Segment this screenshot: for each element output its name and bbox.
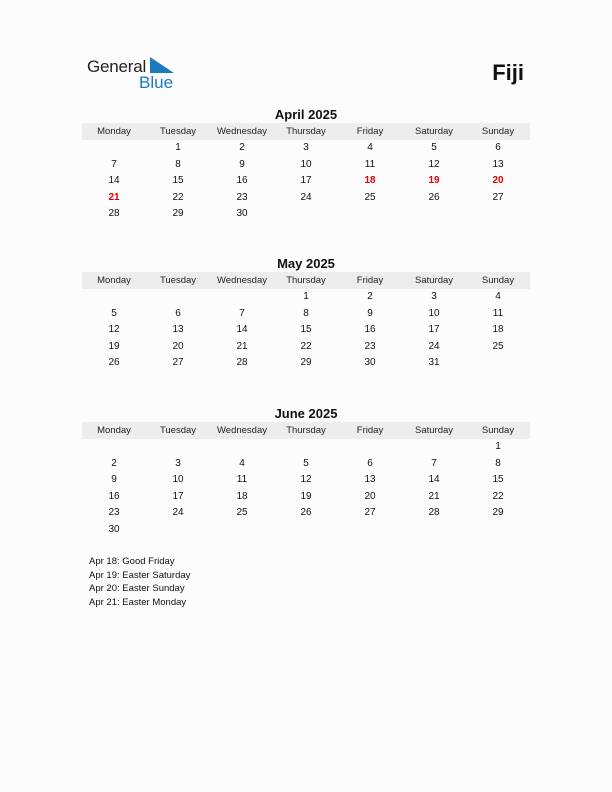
day-cell: 23	[364, 340, 376, 352]
day-cell: 20	[172, 340, 184, 352]
day-cell: 26	[300, 507, 312, 519]
weekday-label: Tuesday	[159, 126, 197, 137]
day-cell: 14	[428, 474, 440, 486]
day-cell	[274, 522, 338, 539]
holiday-note: Apr 20: Easter Sunday	[89, 583, 185, 595]
day-cell: 22	[492, 490, 504, 502]
day-cell	[402, 439, 466, 456]
weekday-header	[82, 422, 530, 439]
day-cell: 25	[492, 340, 504, 352]
holiday-note: Apr 18: Good Friday	[89, 556, 175, 567]
month-grid	[82, 289, 530, 372]
weekday-label: Thursday	[286, 425, 326, 436]
day-cell: 21	[236, 340, 248, 352]
day-cell: 24	[172, 507, 184, 519]
day-cell: 12	[428, 158, 440, 170]
day-cell	[466, 206, 530, 223]
month-grid	[82, 439, 530, 539]
day-cell: 8	[495, 457, 501, 469]
week-row	[82, 339, 530, 356]
day-cell: 26	[428, 191, 440, 203]
weekday-label: Tuesday	[159, 275, 197, 286]
day-cell: 21	[108, 191, 120, 203]
day-cell: 15	[492, 474, 504, 486]
week-row	[82, 522, 530, 539]
weekday-label: Sunday	[481, 275, 515, 286]
day-cell: 19	[108, 340, 120, 352]
day-cell: 10	[172, 474, 184, 486]
month-calendar-june	[82, 405, 530, 539]
day-cell	[210, 439, 274, 456]
day-cell: 5	[111, 307, 117, 319]
day-cell	[338, 522, 402, 539]
day-cell: 9	[239, 158, 245, 170]
month-title: May 2025	[277, 256, 335, 271]
week-row	[82, 173, 530, 190]
day-cell	[82, 289, 146, 306]
day-cell	[146, 289, 210, 306]
day-cell: 31	[428, 357, 440, 369]
weekday-label: Saturday	[414, 425, 454, 436]
day-cell: 26	[108, 357, 120, 369]
week-row	[82, 472, 530, 489]
holiday-note: Apr 19: Easter Saturday	[89, 569, 191, 581]
day-cell: 25	[236, 507, 248, 519]
day-cell: 30	[236, 208, 248, 220]
day-cell	[466, 522, 530, 539]
day-cell: 1	[303, 291, 309, 302]
day-cell: 19	[428, 175, 440, 187]
week-row	[82, 289, 530, 306]
day-cell	[146, 522, 210, 539]
day-cell: 6	[495, 142, 501, 153]
month-calendar-april	[82, 106, 530, 223]
weekday-label: Friday	[356, 126, 384, 137]
week-row	[82, 306, 530, 323]
day-cell: 3	[303, 142, 309, 153]
day-cell: 13	[172, 324, 184, 336]
weekday-label: Sunday	[481, 126, 515, 137]
weekday-label: Friday	[356, 425, 384, 436]
day-cell	[82, 439, 146, 456]
weekday-label: Tuesday	[159, 425, 197, 436]
day-cell: 4	[367, 142, 373, 153]
day-cell: 9	[367, 307, 373, 319]
day-cell: 28	[108, 208, 120, 220]
day-cell: 16	[236, 175, 248, 187]
day-cell: 17	[428, 324, 440, 336]
day-cell: 11	[492, 307, 504, 319]
day-cell	[402, 522, 466, 539]
day-cell: 2	[239, 142, 245, 153]
day-cell: 14	[236, 324, 248, 336]
weekday-label: Monday	[97, 126, 131, 137]
day-cell: 10	[300, 158, 312, 170]
day-cell: 11	[364, 158, 376, 170]
week-row	[82, 190, 530, 207]
weekday-label: Monday	[97, 275, 131, 286]
day-cell: 13	[364, 474, 376, 486]
logo-text-general: General	[87, 57, 147, 76]
day-cell: 18	[492, 324, 504, 336]
day-cell: 23	[108, 507, 120, 519]
day-cell: 1	[495, 441, 501, 452]
day-cell: 8	[303, 307, 309, 319]
day-cell: 17	[300, 175, 312, 187]
day-cell: 13	[492, 158, 504, 170]
day-cell: 19	[300, 490, 312, 502]
day-cell: 18	[364, 175, 376, 187]
week-row	[82, 206, 530, 223]
day-cell: 16	[364, 324, 376, 336]
day-cell: 27	[172, 357, 184, 369]
day-cell: 27	[364, 507, 376, 519]
week-row	[82, 322, 530, 339]
day-cell: 14	[108, 175, 120, 187]
day-cell: 24	[428, 340, 440, 352]
day-cell: 8	[175, 158, 181, 170]
day-cell: 20	[492, 175, 504, 187]
month-title: April 2025	[274, 107, 338, 122]
week-row	[82, 489, 530, 506]
week-row	[82, 140, 530, 157]
week-row	[82, 439, 530, 456]
weekday-label: Friday	[356, 275, 384, 286]
day-cell	[274, 206, 338, 223]
day-cell: 28	[236, 357, 248, 369]
day-cell: 3	[175, 457, 181, 469]
day-cell: 28	[428, 507, 440, 519]
day-cell: 4	[239, 457, 245, 469]
day-cell: 15	[172, 175, 184, 187]
weekday-label: Wednesday	[217, 275, 267, 286]
day-cell: 2	[367, 291, 373, 302]
day-cell: 12	[108, 324, 120, 336]
month-grid	[82, 140, 530, 223]
weekday-label: Wednesday	[217, 425, 267, 436]
day-cell: 11	[236, 474, 248, 486]
week-row	[82, 456, 530, 473]
weekday-label: Saturday	[414, 275, 454, 286]
day-cell	[274, 439, 338, 456]
month-title: June 2025	[274, 406, 338, 421]
day-cell: 18	[236, 490, 248, 502]
day-cell: 7	[111, 158, 117, 170]
day-cell	[338, 439, 402, 456]
day-cell: 6	[175, 307, 181, 319]
day-cell: 16	[108, 490, 120, 502]
day-cell: 3	[431, 291, 437, 302]
day-cell: 29	[492, 507, 504, 519]
week-row	[82, 505, 530, 522]
day-cell	[338, 206, 402, 223]
week-row	[82, 355, 530, 372]
day-cell: 5	[303, 457, 309, 469]
day-cell: 5	[431, 142, 437, 153]
day-cell	[210, 522, 274, 539]
day-cell: 22	[172, 191, 184, 203]
holiday-notes	[89, 555, 190, 610]
weekday-label: Wednesday	[217, 126, 267, 137]
day-cell: 25	[364, 191, 376, 203]
country-title: Fiji	[492, 60, 524, 85]
weekday-label: Monday	[97, 425, 131, 436]
day-cell: 29	[300, 357, 312, 369]
day-cell: 23	[236, 191, 248, 203]
day-cell	[466, 355, 530, 372]
day-cell: 30	[364, 357, 376, 369]
holiday-note: Apr 21: Easter Monday	[89, 597, 187, 609]
day-cell: 7	[431, 457, 437, 469]
weekday-header	[82, 272, 530, 289]
day-cell: 21	[428, 490, 440, 502]
day-cell: 10	[428, 307, 440, 319]
generalblue-logo	[87, 55, 187, 95]
week-row	[82, 157, 530, 174]
weekday-label: Saturday	[414, 126, 454, 137]
weekday-label: Thursday	[286, 275, 326, 286]
day-cell: 12	[300, 474, 312, 486]
day-cell: 4	[495, 291, 501, 302]
day-cell	[210, 289, 274, 306]
day-cell: 2	[111, 457, 117, 469]
logo-text-blue: Blue	[139, 73, 174, 92]
day-cell: 22	[300, 340, 312, 352]
day-cell	[146, 439, 210, 456]
day-cell: 9	[111, 474, 117, 486]
day-cell: 17	[172, 490, 184, 502]
day-cell: 6	[367, 457, 373, 469]
day-cell: 7	[239, 307, 245, 319]
weekday-header	[82, 123, 530, 140]
day-cell: 15	[300, 324, 312, 336]
day-cell: 29	[172, 208, 184, 220]
day-cell: 20	[364, 490, 376, 502]
logo-triangle-icon	[150, 57, 174, 73]
day-cell: 1	[175, 142, 181, 153]
day-cell: 24	[300, 191, 312, 203]
day-cell	[402, 206, 466, 223]
day-cell: 30	[108, 523, 120, 535]
day-cell: 27	[492, 191, 504, 203]
weekday-label: Sunday	[481, 425, 515, 436]
month-calendar-may	[82, 255, 530, 372]
day-cell	[82, 140, 146, 157]
weekday-label: Thursday	[286, 126, 326, 137]
